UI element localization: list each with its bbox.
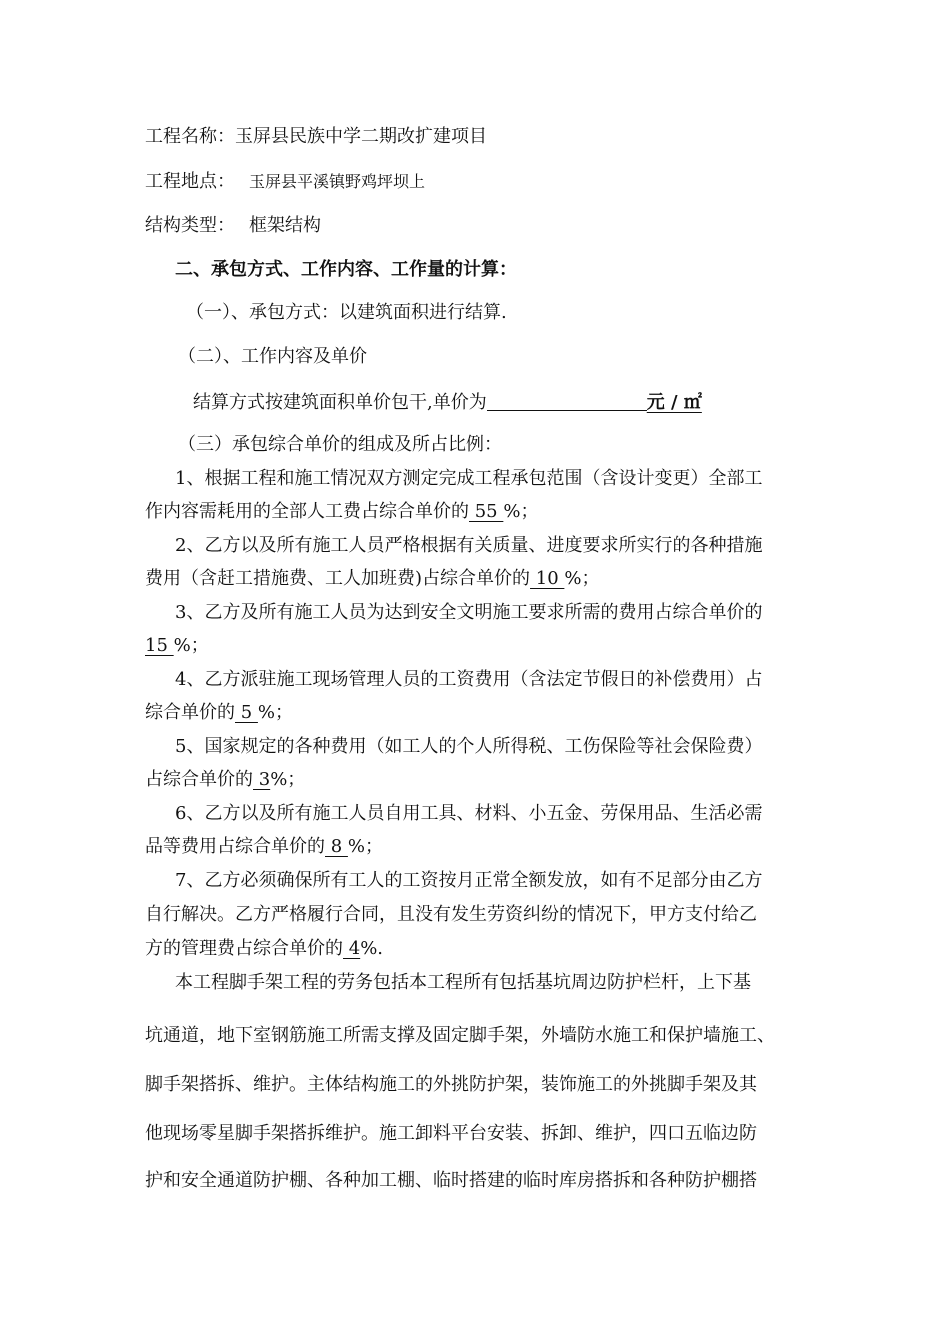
scaffold-line-2: 坑通道，地下室钢筋施工所需支撑及固定脚手架，外墙防水施工和保护墙施工、 <box>145 1025 775 1046</box>
scaffold-line-4: 他现场零星脚手架搭拆维护。施工卸料平台安装、拆卸、维护，四口五临边防 <box>145 1123 757 1144</box>
percentage-value: 3 <box>253 769 271 790</box>
project-name-label: 工程名称： <box>145 126 235 147</box>
percentage-value: 15 <box>145 635 174 656</box>
project-name-value: 玉屏县民族中学二期改扩建项目 <box>235 126 487 147</box>
list-item-3-line1: 3、乙方及所有施工人员为达到安全文明施工要求所需的费用占综合单价的 <box>175 602 763 623</box>
contract-method: （一）、承包方式：以建筑面积进行结算. <box>186 302 507 323</box>
list-item-7-line2: 自行解决。乙方严格履行合同，且没有发生劳资纠纷的情况下，甲方支付给乙 <box>145 904 757 925</box>
percentage-value: 10 <box>530 568 565 589</box>
list-item-6-line2: 品等费用占综合单价的 8 %； <box>145 836 384 857</box>
list-item-1-line2: 作内容需耗用的全部人工费占综合单价的 55 %； <box>145 501 539 522</box>
percentage-value: 5 <box>235 702 258 723</box>
list-item-6-line1: 6、乙方以及所有施工人员自用工具、材料、小五金、劳保用品、生活必需 <box>175 803 763 824</box>
percentage-value: 8 <box>325 836 348 857</box>
list-item-3-line2: 15 %； <box>145 635 209 656</box>
list-item-7-line1: 7、乙方必须确保所有工人的工资按月正常全额发放，如有不足部分由乙方 <box>175 870 763 891</box>
structure-type-label: 结构类型： <box>145 215 235 236</box>
unit-price-text: 结算方式按建筑面积单价包干,单价为 <box>193 392 487 413</box>
work-content-heading: （二）、工作内容及单价 <box>178 346 367 367</box>
percentage-value: 4 <box>343 938 361 959</box>
list-item-1-line1: 1、根据工程和施工情况双方测定完成工程承包范围（含设计变更）全部工 <box>175 468 763 489</box>
scaffold-line-3: 脚手架搭拆、维护。主体结构施工的外挑防护架，装饰施工的外挑脚手架及其 <box>145 1074 757 1095</box>
list-item-5-line2: 占综合单价的 3%； <box>145 769 306 790</box>
project-site-label: 工程地点： <box>145 171 235 192</box>
project-site-value: 玉屏县平溪镇野鸡坪坝上 <box>249 172 426 191</box>
list-item-7-line3: 方的管理费占综合单价的 4%. <box>145 938 384 959</box>
unit-price-unit: 元 / ㎡ <box>646 392 702 413</box>
list-item-4-line2: 综合单价的 5 %； <box>145 702 294 723</box>
unit-price-line <box>193 392 702 412</box>
structure-type-line <box>145 217 321 235</box>
section-heading: 二、承包方式、工作内容、工作量的计算： <box>175 259 517 280</box>
composition-heading: （三）承包综合单价的组成及所占比例： <box>178 434 502 455</box>
structure-type-value: 框架结构 <box>249 215 321 236</box>
list-item-2-line2: 费用（含赶工措施费、工人加班费)占综合单价的 10 %； <box>145 568 600 589</box>
project-name-line <box>145 128 487 146</box>
unit-price-blank <box>487 392 647 411</box>
list-item-4-line1: 4、乙方派驻施工现场管理人员的工资费用（含法定节假日的补偿费用）占 <box>175 669 763 690</box>
percentage-value: 55 <box>469 501 504 522</box>
list-item-2-line1: 2、乙方以及所有施工人员严格根据有关质量、进度要求所实行的各种措施 <box>175 535 763 556</box>
scaffold-line-5: 护和安全通道防护棚、各种加工棚、临时搭建的临时库房搭拆和各种防护棚搭 <box>145 1170 757 1191</box>
project-site-line <box>145 173 425 191</box>
list-item-5-line1: 5、国家规定的各种费用（如工人的个人所得税、工伤保险等社会保险费） <box>175 736 763 757</box>
scaffold-line-1: 本工程脚手架工程的劳务包括本工程所有包括基坑周边防护栏杆，上下基 <box>175 972 751 993</box>
